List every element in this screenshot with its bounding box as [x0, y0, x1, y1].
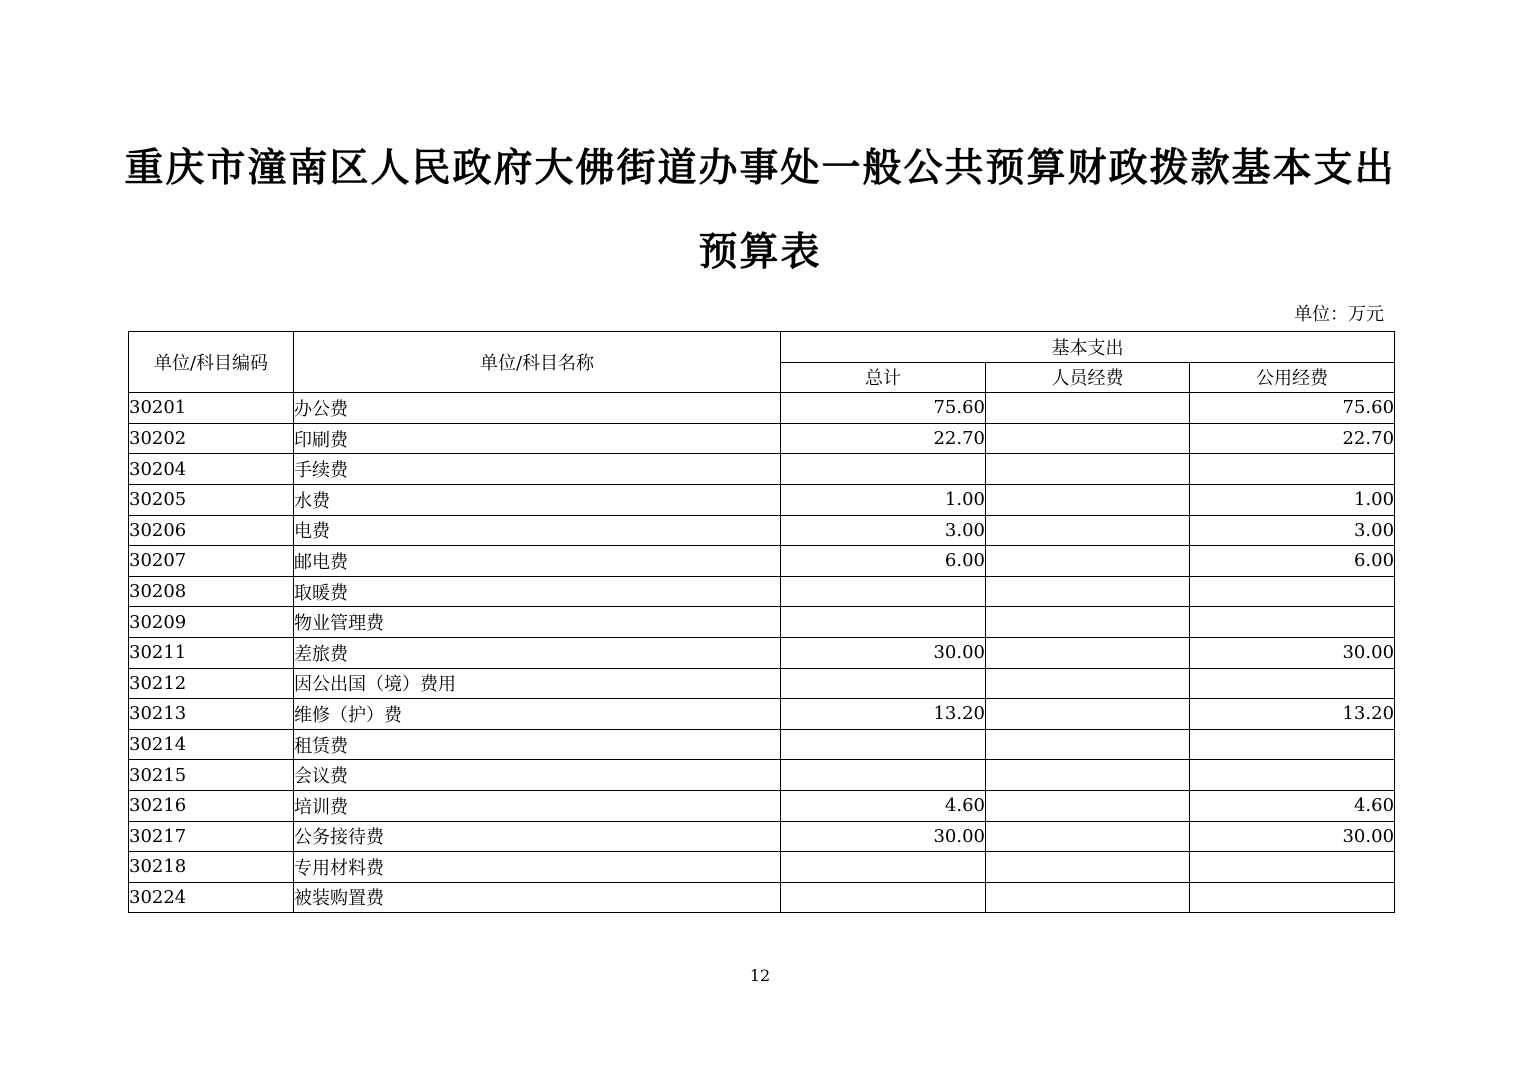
header-total: 总计	[781, 362, 986, 393]
row-total-cell	[781, 882, 986, 913]
row-public-cell	[1190, 454, 1395, 485]
row-public-cell: 6.00	[1190, 546, 1395, 577]
row-code-cell: 30206	[129, 515, 294, 546]
row-name-cell: 印刷费	[294, 423, 781, 454]
table-row	[129, 699, 1395, 730]
row-code-cell: 30201	[129, 393, 294, 424]
row-name-cell: 维修（护）费	[294, 699, 781, 730]
table-row	[129, 760, 1395, 791]
row-total-cell: 30.00	[781, 637, 986, 668]
row-code-cell: 30212	[129, 668, 294, 699]
row-total-cell	[781, 852, 986, 883]
row-code-cell: 30214	[129, 729, 294, 760]
row-personnel-cell	[986, 637, 1190, 668]
row-total-cell: 6.00	[781, 546, 986, 577]
row-public-cell: 3.00	[1190, 515, 1395, 546]
row-total-cell: 3.00	[781, 515, 986, 546]
row-total-cell	[781, 454, 986, 485]
row-name-cell: 取暖费	[294, 576, 781, 607]
header-basic-expenditure: 基本支出	[781, 332, 1395, 363]
row-personnel-cell	[986, 423, 1190, 454]
table-row	[129, 852, 1395, 883]
row-code-cell: 30202	[129, 423, 294, 454]
header-name: 单位/科目名称	[294, 332, 781, 393]
table-row	[129, 454, 1395, 485]
table-row	[129, 637, 1395, 668]
row-code-cell: 30211	[129, 637, 294, 668]
row-personnel-cell	[986, 484, 1190, 515]
table-row	[129, 515, 1395, 546]
table-row	[129, 821, 1395, 852]
row-code-cell: 30207	[129, 546, 294, 577]
document-title-line-1: 重庆市潼南区人民政府大佛街道办事处一般公共预算财政拨款基本支出	[124, 146, 1396, 191]
table-row	[129, 729, 1395, 760]
row-public-cell	[1190, 882, 1395, 913]
row-name-cell: 公务接待费	[294, 821, 781, 852]
unit-label: 单位：万元	[1294, 304, 1384, 325]
row-public-cell: 75.60	[1190, 393, 1395, 424]
document-title-line-2: 预算表	[698, 230, 822, 275]
row-name-cell: 办公费	[294, 393, 781, 424]
row-personnel-cell	[986, 852, 1190, 883]
row-public-cell: 13.20	[1190, 699, 1395, 730]
row-code-cell: 30215	[129, 760, 294, 791]
row-code-cell: 30218	[129, 852, 294, 883]
row-code-cell: 30204	[129, 454, 294, 485]
row-public-cell	[1190, 852, 1395, 883]
budget-table-body	[129, 393, 1395, 913]
row-public-cell	[1190, 729, 1395, 760]
row-total-cell: 75.60	[781, 393, 986, 424]
table-row	[129, 790, 1395, 821]
row-code-cell: 30205	[129, 484, 294, 515]
row-code-cell: 30224	[129, 882, 294, 913]
row-personnel-cell	[986, 729, 1190, 760]
row-personnel-cell	[986, 882, 1190, 913]
row-public-cell	[1190, 760, 1395, 791]
header-row-1	[129, 332, 1395, 363]
table-row	[129, 423, 1395, 454]
header-code: 单位/科目编码	[129, 332, 294, 393]
row-personnel-cell	[986, 454, 1190, 485]
row-personnel-cell	[986, 699, 1190, 730]
table-row	[129, 668, 1395, 699]
row-code-cell: 30216	[129, 790, 294, 821]
table-row	[129, 576, 1395, 607]
row-total-cell: 30.00	[781, 821, 986, 852]
row-name-cell: 被装购置费	[294, 882, 781, 913]
row-public-cell: 1.00	[1190, 484, 1395, 515]
row-name-cell: 手续费	[294, 454, 781, 485]
row-total-cell: 4.60	[781, 790, 986, 821]
row-personnel-cell	[986, 607, 1190, 638]
row-code-cell: 30213	[129, 699, 294, 730]
header-personnel: 人员经费	[986, 362, 1190, 393]
row-name-cell: 因公出国（境）费用	[294, 668, 781, 699]
row-personnel-cell	[986, 515, 1190, 546]
row-code-cell: 30217	[129, 821, 294, 852]
row-public-cell	[1190, 607, 1395, 638]
header-public: 公用经费	[1190, 362, 1395, 393]
row-personnel-cell	[986, 760, 1190, 791]
row-name-cell: 租赁费	[294, 729, 781, 760]
row-total-cell	[781, 760, 986, 791]
row-personnel-cell	[986, 668, 1190, 699]
row-name-cell: 培训费	[294, 790, 781, 821]
row-personnel-cell	[986, 790, 1190, 821]
row-total-cell	[781, 729, 986, 760]
table-row	[129, 882, 1395, 913]
row-name-cell: 物业管理费	[294, 607, 781, 638]
row-public-cell: 30.00	[1190, 821, 1395, 852]
budget-table-header	[129, 332, 1395, 393]
row-name-cell: 会议费	[294, 760, 781, 791]
page-number: 12	[749, 966, 771, 985]
table-row	[129, 546, 1395, 577]
row-public-cell: 4.60	[1190, 790, 1395, 821]
table-row	[129, 484, 1395, 515]
row-total-cell	[781, 607, 986, 638]
row-code-cell: 30209	[129, 607, 294, 638]
table-row	[129, 607, 1395, 638]
row-public-cell: 22.70	[1190, 423, 1395, 454]
row-personnel-cell	[986, 546, 1190, 577]
row-total-cell	[781, 576, 986, 607]
row-public-cell	[1190, 576, 1395, 607]
row-total-cell	[781, 668, 986, 699]
row-total-cell: 13.20	[781, 699, 986, 730]
table-row	[129, 393, 1395, 424]
row-public-cell	[1190, 668, 1395, 699]
budget-table	[128, 331, 1395, 913]
row-name-cell: 水费	[294, 484, 781, 515]
row-name-cell: 电费	[294, 515, 781, 546]
row-personnel-cell	[986, 821, 1190, 852]
row-total-cell: 22.70	[781, 423, 986, 454]
row-name-cell: 差旅费	[294, 637, 781, 668]
row-code-cell: 30208	[129, 576, 294, 607]
row-name-cell: 邮电费	[294, 546, 781, 577]
row-public-cell: 30.00	[1190, 637, 1395, 668]
row-personnel-cell	[986, 393, 1190, 424]
row-total-cell: 1.00	[781, 484, 986, 515]
row-personnel-cell	[986, 576, 1190, 607]
row-name-cell: 专用材料费	[294, 852, 781, 883]
